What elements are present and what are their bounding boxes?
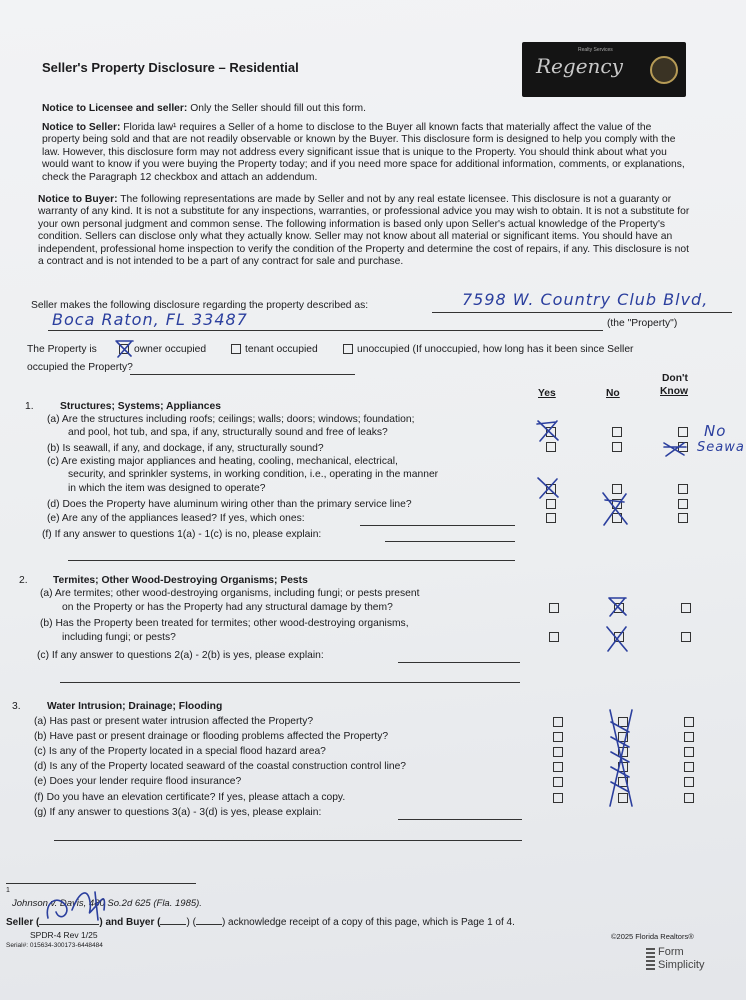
brand-form: Form (658, 946, 684, 958)
notice-licensee: Notice to Licensee and seller: Only the Seller should fill out this form. (42, 103, 366, 114)
unoccupied-label: unoccupied (If unoccupied, how long has it been since Seller (357, 344, 634, 355)
question-1c-line2: security, and sprinkler systems, in working condition, i.e., operating in the manner (68, 469, 439, 480)
question-1c-line1: (c) Are existing major appliances and heating, cooling, mechanical, electrical, (47, 456, 398, 467)
occupancy-line-2: occupied the Property? (27, 362, 133, 373)
section-2-title: Termites; Other Wood-Destroying Organisms; Pests (53, 575, 308, 586)
question-1e: (e) Are any of the appliances leased? If yes, which ones: (47, 513, 305, 524)
question-2b-line2: including fungi; or pests? (62, 632, 176, 643)
section-2-number: 2. (19, 575, 28, 586)
question-1d: (d) Does the Property have aluminum wiring other than the primary service line? (47, 499, 412, 510)
form-code: SPDR-4 Rev 1/25 (30, 930, 98, 940)
owner-occupied-label: owner occupied (134, 344, 207, 355)
form-simplicity-icon (646, 948, 655, 970)
col-no-header: No (606, 388, 620, 399)
footnote-number: 1 (6, 887, 10, 894)
question-1a-line2: and pool, hot tub, and spa, if any, structurally sound and free of leaks? (68, 427, 388, 438)
question-1b: (b) Is seawall, if any, and dockage, if any, structurally sound? (47, 443, 324, 454)
section-1-number: 1. (25, 401, 34, 412)
form-title: Seller's Property Disclosure – Residential (42, 60, 299, 75)
col-dont-header: Don't (662, 373, 688, 384)
section-3-number: 3. (12, 701, 21, 712)
notice-seller: Notice to Seller: Florida law¹ requires a Seller of a home to disclose to the Buyer all known facts that materially affect the value of the property being sold and that are not readily observable or known by the Buyer. This disclosure form is designed to help you comply with the law. However, this disclosure form may not address every significant issue that is unique to the Property. You should think about what you would want to know if you were buying the Property today; and if you need more space for additional information, comments, or explanations, check the Paragraph 12 checkbox and attach an addendum. (42, 122, 685, 183)
footnote-citation: Johnson v. Davis, 480 So.2d 625 (Fla. 1985). (12, 898, 202, 909)
tenant-occupied-label: tenant occupied (245, 344, 318, 355)
section-1-title: Structures; Systems; Appliances (60, 401, 221, 412)
question-3a: (a) Has past or present water intrusion affected the Property? (34, 716, 314, 727)
question-3g: (g) If any answer to questions 3(a) - 3(d) is yes, please explain: (34, 807, 322, 818)
address-line-1[interactable]: 7598 W. Country Club Blvd, (462, 290, 709, 309)
section-3-title: Water Intrusion; Drainage; Flooding (47, 701, 223, 712)
acknowledgment-line: Seller ( ) and Buyer ( ) ( ) acknowledge receipt of a copy of this page, which is Page 1 of 4. (6, 917, 515, 928)
question-1f: (f) If any answer to questions 1(a) - 1(c) is no, please explain: (42, 529, 322, 540)
question-3e: (e) Does your lender require flood insurance? (34, 776, 242, 787)
address-line-2[interactable]: Boca Raton, FL 33487 (52, 310, 248, 329)
question-3b: (b) Have past or present drainage or flooding problems affected the Property? (34, 731, 389, 742)
notice-buyer: Notice to Buyer: The following representations are made by Seller and not by any real estate licensee. This disclosure is not a guaranty or warranty of any kind. It is not a substitute for any inspections, warranties, or professional advice you may wish to obtain. It is not a substitute for your own personal judgment and common sense. The following information is based only upon Seller's actual knowledge of the Property's condition. Sellers can disclose only what they actually know. Seller may not know about all material or significant items. You should have an independent, professional home inspection to verify the condition of the Property and determine the cost of repairs, if any. This disclosure is not a contract and is not intended to be a part of any contract for sale and purchase. (38, 194, 690, 268)
question-3f: (f) Do you have an elevation certificate? If yes, please attach a copy. (34, 792, 346, 803)
question-2b-line1: (b) Has the Property been treated for termites; other wood-destroying organisms, (40, 618, 409, 629)
question-3c: (c) Is any of the Property located in a special flood hazard area? (34, 746, 326, 757)
col-yes-header: Yes (538, 388, 556, 399)
logo-tagline: Realty Services (578, 47, 613, 53)
seller-initials-signature (40, 880, 130, 930)
logo-text: Regency (536, 54, 623, 78)
handwritten-note-no: No (704, 422, 727, 440)
disclosure-lead: Seller makes the following disclosure regarding the property described as: (31, 300, 369, 311)
col-know-header: Know (660, 386, 689, 397)
serial-number: Serial#: 015634-300173-6448484 (6, 942, 103, 949)
question-2c: (c) If any answer to questions 2(a) - 2(b) is yes, please explain: (37, 650, 324, 661)
brand-simplicity: Simplicity (658, 959, 705, 971)
property-suffix: (the "Property") (607, 318, 678, 329)
question-1c-line3: in which the item was designed to operate? (68, 483, 266, 494)
copyright: ©2025 Florida Realtors® (611, 932, 694, 941)
question-1a-line1: (a) Are the structures including roofs; ceilings; walls; doors; windows; foundation; (47, 414, 415, 425)
occupancy-lead: The Property is (27, 344, 97, 355)
question-2a-line2: on the Property or has the Property had any structural damage by them? (62, 602, 393, 613)
handwritten-note-seawall: Seawa (697, 440, 745, 455)
question-2a-line1: (a) Are termites; other wood-destroying organisms, including fungi; or pests present (40, 588, 420, 599)
question-3d: (d) Is any of the Property located seaward of the coastal construction control line? (34, 761, 407, 772)
